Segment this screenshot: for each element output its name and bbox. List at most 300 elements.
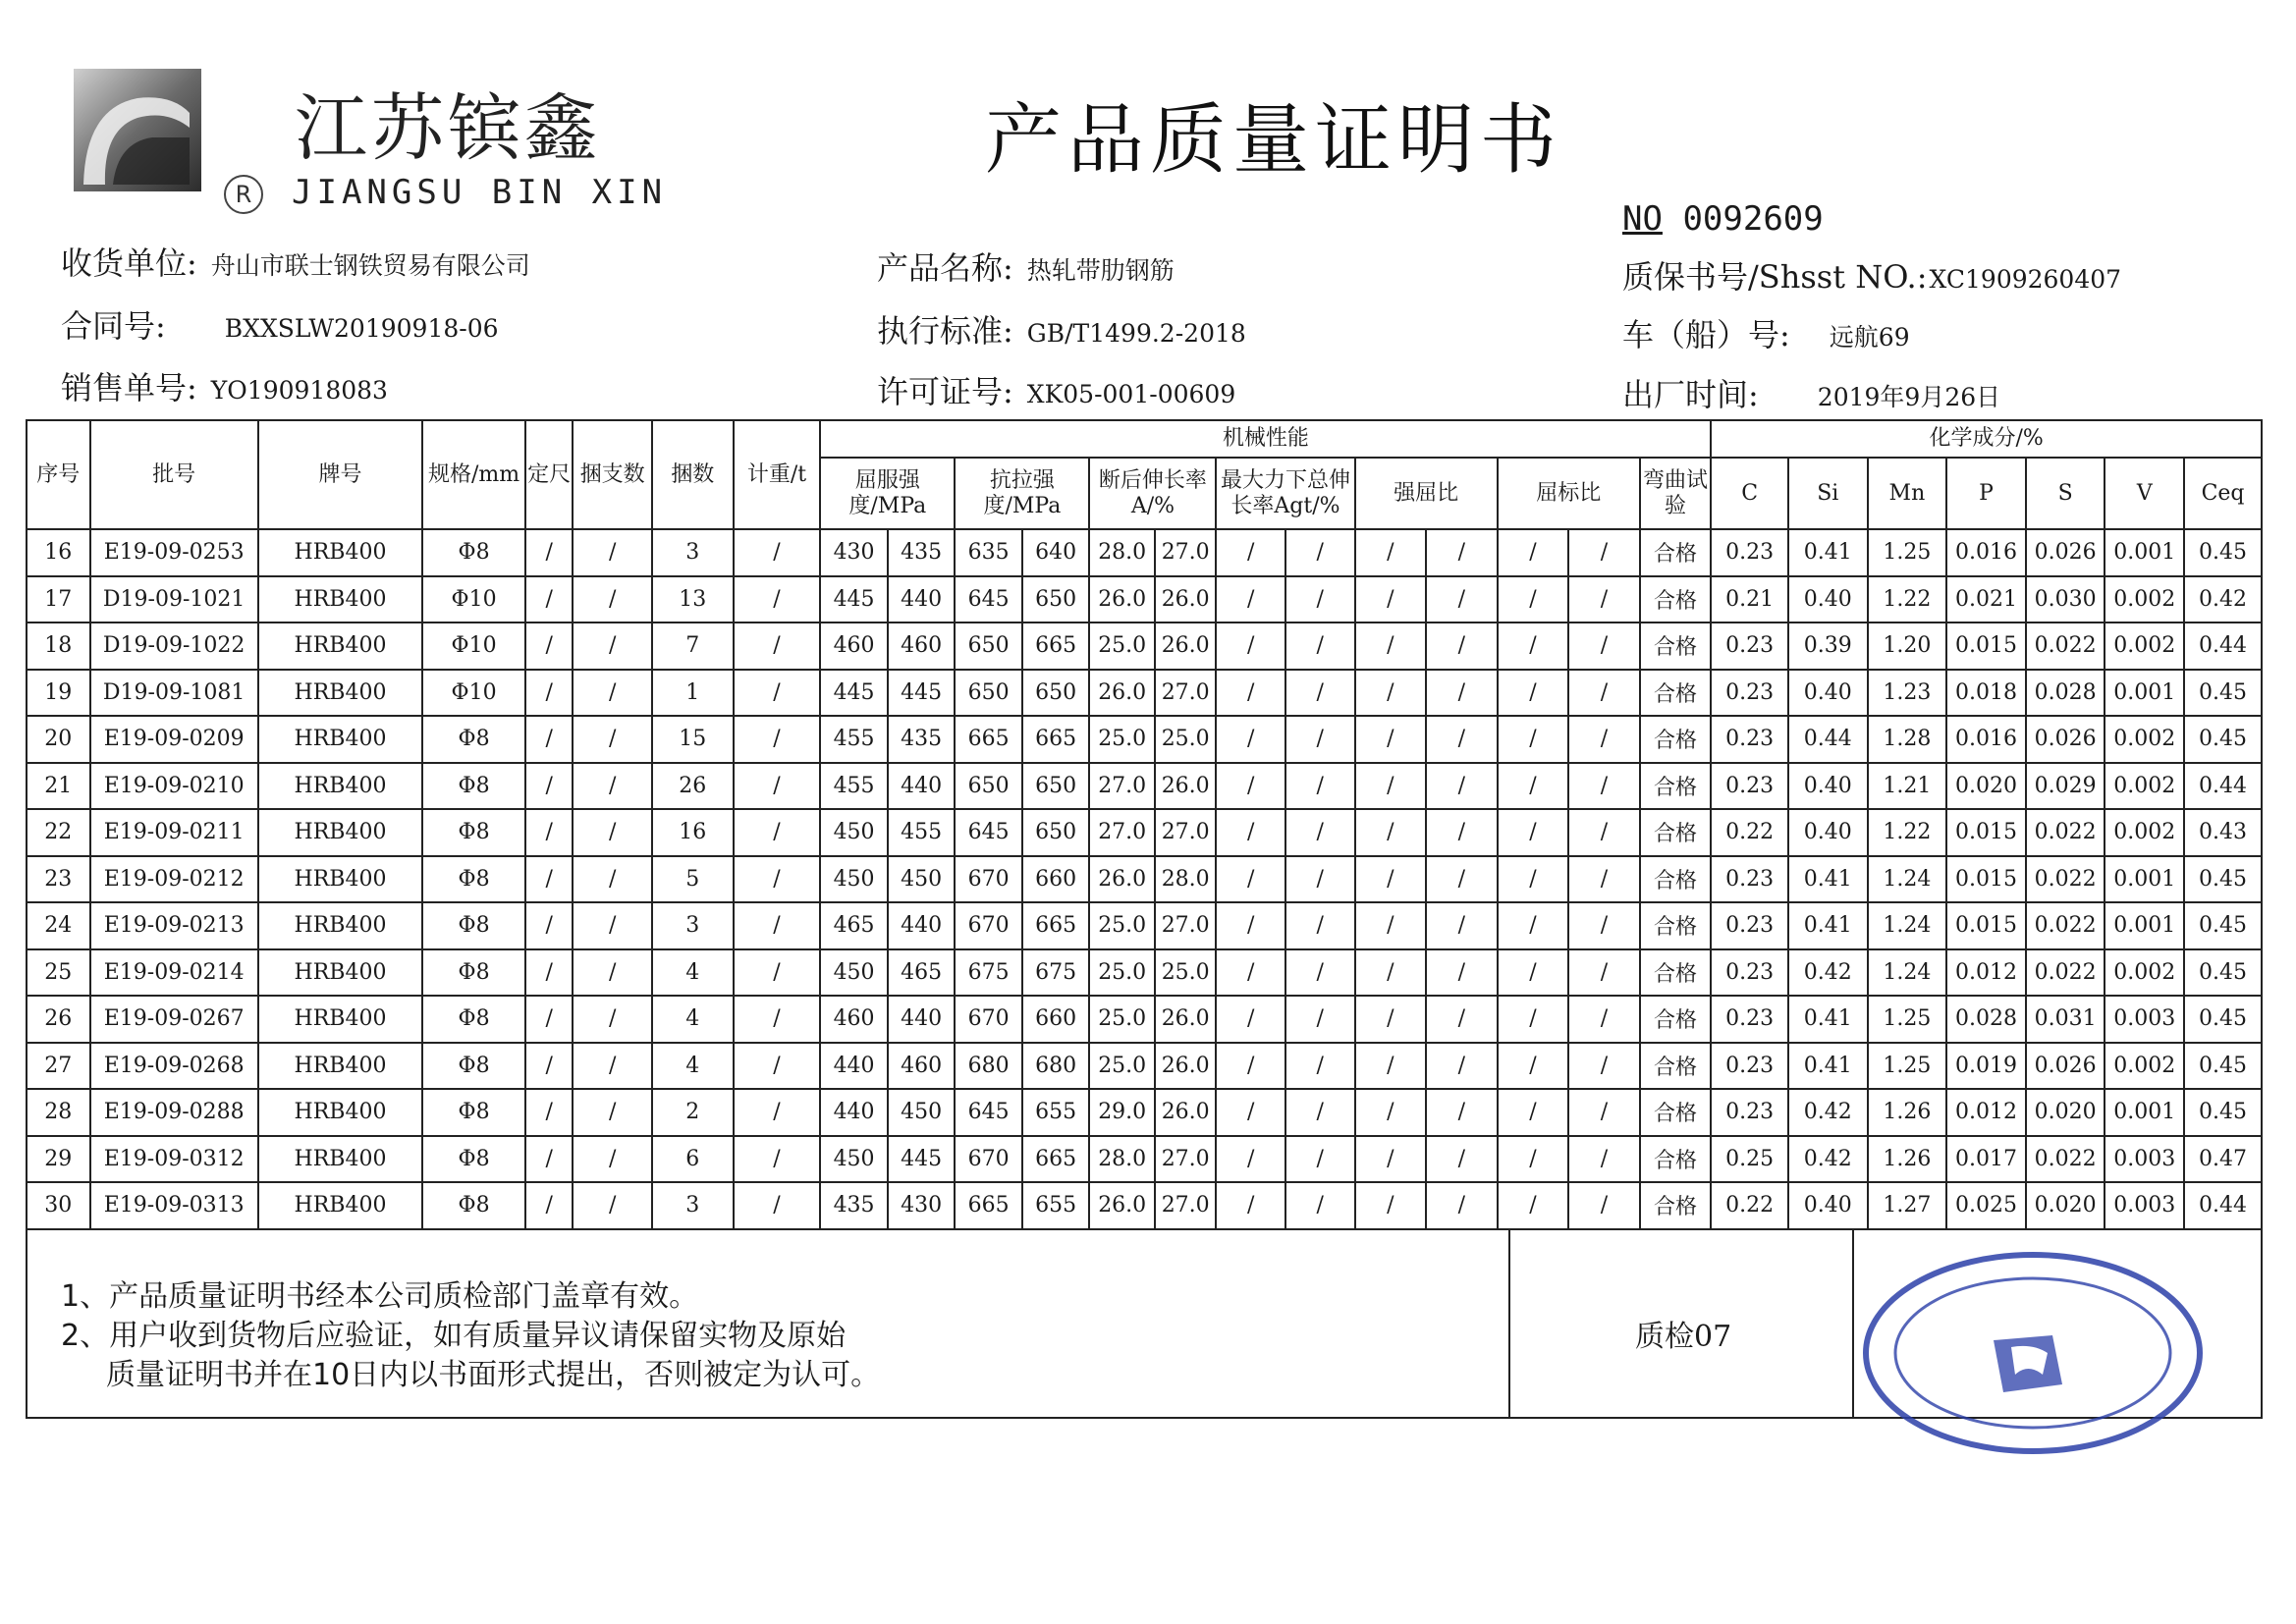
cell-fixed: / (525, 1182, 573, 1229)
document-title: 产品质量证明书 (985, 96, 1563, 185)
cell-c: 0.23 (1711, 716, 1788, 763)
cell-r2: / (1426, 1089, 1498, 1136)
cell-a2: / (1285, 996, 1355, 1043)
cell-si: 0.42 (1788, 1136, 1868, 1183)
cell-seq: 16 (27, 529, 90, 576)
cell-y1: 445 (820, 670, 888, 717)
cell-pieces: / (573, 623, 652, 670)
cell-bundles: 16 (652, 809, 734, 856)
cell-q1: / (1498, 670, 1569, 717)
number-value: 0092609 (1682, 199, 1824, 239)
cell-seq: 23 (27, 856, 90, 903)
cell-s: 0.022 (2026, 902, 2105, 949)
date-row (1622, 370, 2000, 415)
cell-batch: D19-09-1021 (90, 576, 258, 623)
number-prefix: NO (1622, 199, 1663, 239)
cell-fixed: / (525, 996, 573, 1043)
cell-q2: / (1568, 1182, 1640, 1229)
cell-q1: / (1498, 902, 1569, 949)
footer-note-3: 质量证明书并在10日内以书面形式提出，否则被定为认可。 (106, 1358, 881, 1392)
cell-e1: 28.0 (1089, 1136, 1155, 1183)
cell-r2: / (1426, 763, 1498, 810)
cell-e2: 27.0 (1155, 809, 1216, 856)
cell-v: 0.003 (2105, 1182, 2184, 1229)
cell-t1: 670 (955, 1136, 1022, 1183)
cell-weight: / (734, 1182, 821, 1229)
cell-r1: / (1355, 809, 1427, 856)
cell-p: 0.028 (1946, 996, 2026, 1043)
cell-a2: / (1285, 670, 1355, 717)
table-row (27, 856, 2262, 903)
cell-r2: / (1426, 996, 1498, 1043)
cell-c: 0.23 (1711, 856, 1788, 903)
header-batch: 批号 (90, 420, 258, 529)
header-mn: Mn (1868, 458, 1947, 529)
cell-y1: 450 (820, 1136, 888, 1183)
cell-y1: 455 (820, 716, 888, 763)
cell-y2: 460 (888, 623, 956, 670)
cell-s: 0.026 (2026, 529, 2105, 576)
cell-mn: 1.25 (1868, 529, 1947, 576)
cell-ceq: 0.44 (2184, 1182, 2262, 1229)
cell-bend: 合格 (1640, 576, 1712, 623)
cell-ceq: 0.45 (2184, 996, 2262, 1043)
cell-v: 0.002 (2105, 1043, 2184, 1090)
cell-ceq: 0.44 (2184, 763, 2262, 810)
cell-q2: / (1568, 716, 1640, 763)
header-spec: 规格/mm (422, 420, 525, 529)
cell-q2: / (1568, 949, 1640, 997)
cell-r2: / (1426, 529, 1498, 576)
cell-y1: 450 (820, 809, 888, 856)
cell-si: 0.40 (1788, 809, 1868, 856)
cell-t2: 680 (1022, 1043, 1090, 1090)
table-row (27, 1089, 2262, 1136)
cell-p: 0.012 (1946, 1089, 2026, 1136)
cell-spec: Φ8 (422, 529, 525, 576)
cell-grade: HRB400 (258, 1089, 422, 1136)
cell-bend: 合格 (1640, 716, 1712, 763)
cell-batch: E19-09-0312 (90, 1136, 258, 1183)
cell-a1: / (1216, 949, 1285, 997)
cell-batch: D19-09-1081 (90, 670, 258, 717)
cell-e1: 25.0 (1089, 902, 1155, 949)
cell-t1: 645 (955, 809, 1022, 856)
cell-bundles: 4 (652, 996, 734, 1043)
table-row (27, 576, 2262, 623)
cell-t1: 635 (955, 529, 1022, 576)
cell-y1: 445 (820, 576, 888, 623)
cell-y2: 455 (888, 809, 956, 856)
cell-e2: 26.0 (1155, 576, 1216, 623)
cell-s: 0.022 (2026, 623, 2105, 670)
cell-e1: 29.0 (1089, 1089, 1155, 1136)
cell-si: 0.41 (1788, 856, 1868, 903)
cell-grade: HRB400 (258, 1136, 422, 1183)
cell-grade: HRB400 (258, 716, 422, 763)
company-logo-icon (74, 69, 201, 191)
cell-mn: 1.24 (1868, 902, 1947, 949)
header-yield: 屈服强度/MPa (820, 458, 955, 529)
table-row (27, 716, 2262, 763)
cell-e2: 26.0 (1155, 1043, 1216, 1090)
cell-p: 0.021 (1946, 576, 2026, 623)
cell-mn: 1.28 (1868, 716, 1947, 763)
cell-bundles: 13 (652, 576, 734, 623)
cell-s: 0.031 (2026, 996, 2105, 1043)
cell-bend: 合格 (1640, 763, 1712, 810)
cell-a1: / (1216, 576, 1285, 623)
cell-bundles: 4 (652, 949, 734, 997)
cell-t2: 650 (1022, 809, 1090, 856)
cell-q1: / (1498, 809, 1569, 856)
cell-ceq: 0.45 (2184, 1089, 2262, 1136)
cell-q2: / (1568, 529, 1640, 576)
cell-a1: / (1216, 763, 1285, 810)
cell-t1: 650 (955, 763, 1022, 810)
cert-value: XC1909260407 (1929, 265, 2122, 294)
cell-y2: 435 (888, 529, 956, 576)
cell-batch: E19-09-0210 (90, 763, 258, 810)
header-bend: 弯曲试验 (1640, 458, 1712, 529)
cell-bundles: 2 (652, 1089, 734, 1136)
cell-t2: 655 (1022, 1089, 1090, 1136)
cell-t1: 680 (955, 1043, 1022, 1090)
standard-value: GB/T1499.2-2018 (1026, 319, 1246, 348)
header-v: V (2105, 458, 2184, 529)
header-chemical: 化学成分/% (1711, 420, 2262, 458)
cell-r1: / (1355, 576, 1427, 623)
cell-ceq: 0.42 (2184, 576, 2262, 623)
cell-t2: 660 (1022, 996, 1090, 1043)
cell-q2: / (1568, 763, 1640, 810)
cell-e2: 25.0 (1155, 949, 1216, 997)
cell-c: 0.23 (1711, 670, 1788, 717)
cell-s: 0.028 (2026, 670, 2105, 717)
contract-row (61, 301, 499, 347)
cell-seq: 28 (27, 1089, 90, 1136)
cell-c: 0.23 (1711, 996, 1788, 1043)
cell-bundles: 3 (652, 529, 734, 576)
cell-y2: 450 (888, 856, 956, 903)
cell-mn: 1.21 (1868, 763, 1947, 810)
cell-c: 0.23 (1711, 1043, 1788, 1090)
cell-r1: / (1355, 1136, 1427, 1183)
cell-r2: / (1426, 670, 1498, 717)
cell-fixed: / (525, 670, 573, 717)
cell-grade: HRB400 (258, 902, 422, 949)
cell-s: 0.020 (2026, 1182, 2105, 1229)
cell-bend: 合格 (1640, 856, 1712, 903)
cell-t2: 665 (1022, 1136, 1090, 1183)
cell-y1: 450 (820, 949, 888, 997)
cell-a2: / (1285, 1089, 1355, 1136)
table-row (27, 1136, 2262, 1183)
cell-bundles: 4 (652, 1043, 734, 1090)
cell-si: 0.40 (1788, 670, 1868, 717)
cell-e1: 25.0 (1089, 1043, 1155, 1090)
cell-e1: 28.0 (1089, 529, 1155, 576)
cell-t2: 640 (1022, 529, 1090, 576)
cell-a2: / (1285, 1182, 1355, 1229)
cell-a1: / (1216, 1136, 1285, 1183)
cert-label: 质保书号/Shsst NO.: (1622, 258, 1928, 296)
cell-fixed: / (525, 623, 573, 670)
cell-r2: / (1426, 716, 1498, 763)
cell-pieces: / (573, 763, 652, 810)
cell-ceq: 0.45 (2184, 716, 2262, 763)
cell-bend: 合格 (1640, 529, 1712, 576)
cell-mn: 1.22 (1868, 576, 1947, 623)
company-name-en: JIANGSU BIN XIN (292, 173, 668, 212)
cell-weight: / (734, 576, 821, 623)
cell-q1: / (1498, 1043, 1569, 1090)
cell-e1: 25.0 (1089, 996, 1155, 1043)
cell-p: 0.015 (1946, 856, 2026, 903)
cell-s: 0.020 (2026, 1089, 2105, 1136)
cell-pieces: / (573, 529, 652, 576)
cell-q1: / (1498, 716, 1569, 763)
cell-v: 0.002 (2105, 576, 2184, 623)
qc-inspector: 质检07 (1635, 1320, 1732, 1354)
cell-p: 0.015 (1946, 809, 2026, 856)
header-seq: 序号 (27, 420, 90, 529)
cell-mn: 1.22 (1868, 809, 1947, 856)
cell-r2: / (1426, 809, 1498, 856)
cell-v: 0.001 (2105, 902, 2184, 949)
cell-bend: 合格 (1640, 1136, 1712, 1183)
cell-e1: 25.0 (1089, 949, 1155, 997)
footer-divider (1508, 1229, 1510, 1417)
license-label: 许可证号: (877, 373, 1013, 410)
cell-seq: 21 (27, 763, 90, 810)
cell-q1: / (1498, 623, 1569, 670)
cell-y2: 440 (888, 576, 956, 623)
cell-batch: D19-09-1022 (90, 623, 258, 670)
cell-spec: Φ8 (422, 856, 525, 903)
cell-c: 0.23 (1711, 1089, 1788, 1136)
cell-a1: / (1216, 996, 1285, 1043)
cell-mn: 1.25 (1868, 1043, 1947, 1090)
cell-fixed: / (525, 576, 573, 623)
sales-label: 销售单号: (61, 369, 197, 406)
cell-t2: 650 (1022, 576, 1090, 623)
cell-s: 0.022 (2026, 856, 2105, 903)
cell-t1: 665 (955, 716, 1022, 763)
standard-label: 执行标准: (877, 312, 1013, 350)
cell-p: 0.016 (1946, 529, 2026, 576)
cell-weight: / (734, 1136, 821, 1183)
cell-e2: 26.0 (1155, 623, 1216, 670)
cell-bundles: 5 (652, 856, 734, 903)
cell-weight: / (734, 763, 821, 810)
cell-mn: 1.23 (1868, 670, 1947, 717)
cell-bundles: 7 (652, 623, 734, 670)
header-si: Si (1788, 458, 1868, 529)
cell-c: 0.23 (1711, 623, 1788, 670)
cell-fixed: / (525, 716, 573, 763)
cell-seq: 20 (27, 716, 90, 763)
cell-e1: 27.0 (1089, 809, 1155, 856)
cell-s: 0.022 (2026, 1136, 2105, 1183)
receiver-label: 收货单位: (61, 244, 197, 282)
standard-row (877, 306, 1246, 352)
cell-weight: / (734, 1043, 821, 1090)
header-mechanical: 机械性能 (820, 420, 1711, 458)
cell-y2: 445 (888, 1136, 956, 1183)
cell-p: 0.015 (1946, 902, 2026, 949)
header-agt: 最大力下总伸长率Agt/% (1216, 458, 1354, 529)
cell-y2: 435 (888, 716, 956, 763)
date-label: 出厂时间: (1622, 376, 1759, 413)
cell-p: 0.019 (1946, 1043, 2026, 1090)
cell-r2: / (1426, 1136, 1498, 1183)
cell-grade: HRB400 (258, 529, 422, 576)
contract-label: 合同号: (61, 307, 166, 345)
cell-c: 0.22 (1711, 809, 1788, 856)
cell-a1: / (1216, 1182, 1285, 1229)
cell-y2: 440 (888, 763, 956, 810)
cell-s: 0.022 (2026, 809, 2105, 856)
cell-mn: 1.25 (1868, 996, 1947, 1043)
cell-a1: / (1216, 809, 1285, 856)
cell-q2: / (1568, 1136, 1640, 1183)
cell-spec: Φ10 (422, 623, 525, 670)
cell-pieces: / (573, 1089, 652, 1136)
cell-r1: / (1355, 1043, 1427, 1090)
cell-r2: / (1426, 1043, 1498, 1090)
table-row (27, 763, 2262, 810)
cell-r2: / (1426, 576, 1498, 623)
cell-q2: / (1568, 856, 1640, 903)
cell-t1: 670 (955, 996, 1022, 1043)
cell-t1: 675 (955, 949, 1022, 997)
cell-t2: 650 (1022, 763, 1090, 810)
cell-a2: / (1285, 529, 1355, 576)
cell-ceq: 0.45 (2184, 902, 2262, 949)
cell-p: 0.015 (1946, 623, 2026, 670)
cell-e1: 26.0 (1089, 1182, 1155, 1229)
cell-e1: 26.0 (1089, 670, 1155, 717)
cell-bend: 合格 (1640, 949, 1712, 997)
cell-bend: 合格 (1640, 1182, 1712, 1229)
cell-weight: / (734, 716, 821, 763)
table-row (27, 996, 2262, 1043)
cell-r2: / (1426, 1182, 1498, 1229)
table-row (27, 809, 2262, 856)
cell-seq: 22 (27, 809, 90, 856)
cell-e2: 25.0 (1155, 716, 1216, 763)
cell-spec: Φ8 (422, 1182, 525, 1229)
cell-batch: E19-09-0213 (90, 902, 258, 949)
cell-pieces: / (573, 902, 652, 949)
cell-s: 0.022 (2026, 949, 2105, 997)
cell-bend: 合格 (1640, 623, 1712, 670)
cell-y2: 460 (888, 1043, 956, 1090)
cell-a2: / (1285, 1043, 1355, 1090)
cell-batch: E19-09-0288 (90, 1089, 258, 1136)
header-c: C (1711, 458, 1788, 529)
cell-e2: 27.0 (1155, 1182, 1216, 1229)
cell-y1: 450 (820, 856, 888, 903)
cell-bend: 合格 (1640, 902, 1712, 949)
cell-r1: / (1355, 763, 1427, 810)
cell-seq: 29 (27, 1136, 90, 1183)
header-tensile-yield-ratio: 强屈比 (1355, 458, 1498, 529)
table-row (27, 1182, 2262, 1229)
cell-bundles: 6 (652, 1136, 734, 1183)
cell-a1: / (1216, 1043, 1285, 1090)
cell-v: 0.002 (2105, 623, 2184, 670)
cell-p: 0.016 (1946, 716, 2026, 763)
cell-r2: / (1426, 623, 1498, 670)
cell-grade: HRB400 (258, 576, 422, 623)
cell-a2: / (1285, 902, 1355, 949)
cell-grade: HRB400 (258, 1182, 422, 1229)
cell-ceq: 0.45 (2184, 949, 2262, 997)
cell-weight: / (734, 529, 821, 576)
header-bundles: 捆数 (652, 420, 734, 529)
cell-t1: 650 (955, 670, 1022, 717)
table-row (27, 902, 2262, 949)
header-tensile: 抗拉强度/MPa (955, 458, 1089, 529)
cell-mn: 1.26 (1868, 1136, 1947, 1183)
cell-e2: 27.0 (1155, 902, 1216, 949)
cell-c: 0.21 (1711, 576, 1788, 623)
cell-seq: 24 (27, 902, 90, 949)
header-elongation: 断后伸长率A/% (1089, 458, 1216, 529)
cell-mn: 1.27 (1868, 1182, 1947, 1229)
registered-mark-icon: R (224, 175, 263, 214)
cell-t2: 665 (1022, 623, 1090, 670)
contract-value: BXXSLW20190918-06 (224, 314, 499, 343)
cell-r1: / (1355, 949, 1427, 997)
header-pieces: 捆支数 (573, 420, 652, 529)
cell-y1: 465 (820, 902, 888, 949)
cell-fixed: / (525, 1089, 573, 1136)
cell-pieces: / (573, 1043, 652, 1090)
header-p: P (1946, 458, 2026, 529)
cell-e2: 26.0 (1155, 996, 1216, 1043)
quality-table (26, 419, 2263, 1230)
cell-r1: / (1355, 1089, 1427, 1136)
cell-si: 0.40 (1788, 763, 1868, 810)
cell-fixed: / (525, 902, 573, 949)
cell-fixed: / (525, 949, 573, 997)
cell-ceq: 0.45 (2184, 1043, 2262, 1090)
vehicle-value: 远航69 (1829, 323, 1910, 352)
cell-q2: / (1568, 996, 1640, 1043)
cell-ceq: 0.45 (2184, 529, 2262, 576)
company-name-cn: 江苏镔鑫 (295, 86, 601, 171)
cell-p: 0.018 (1946, 670, 2026, 717)
cell-q1: / (1498, 1136, 1569, 1183)
cell-q1: / (1498, 1089, 1569, 1136)
cell-spec: Φ10 (422, 576, 525, 623)
cell-s: 0.029 (2026, 763, 2105, 810)
cell-seq: 27 (27, 1043, 90, 1090)
cell-v: 0.002 (2105, 809, 2184, 856)
cell-e2: 26.0 (1155, 1089, 1216, 1136)
cell-weight: / (734, 809, 821, 856)
cell-y1: 460 (820, 623, 888, 670)
footer-note-2: 2、用户收到货物后应验证，如有质量异议请保留实物及原始 (61, 1319, 847, 1353)
cell-spec: Φ8 (422, 809, 525, 856)
cell-e2: 26.0 (1155, 763, 1216, 810)
cell-grade: HRB400 (258, 996, 422, 1043)
cell-bend: 合格 (1640, 996, 1712, 1043)
cell-grade: HRB400 (258, 763, 422, 810)
